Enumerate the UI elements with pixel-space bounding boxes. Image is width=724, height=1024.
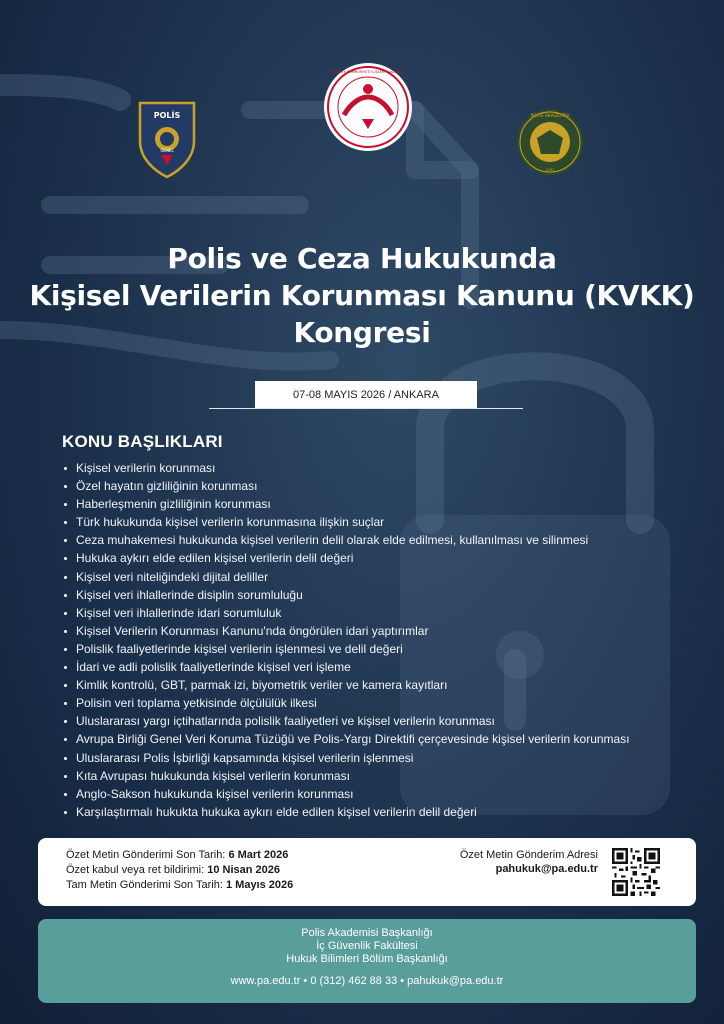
list-item: Kişisel veri niteliğindeki dijital deliller (62, 568, 630, 586)
list-item: Kişisel veri ihlallerinde disiplin sorumluluğu (62, 586, 630, 604)
deadlines-panel (38, 838, 696, 906)
list-item: Polisin veri toplama yetkisinde ölçülülük ilkesi (62, 694, 630, 712)
topics-heading: KONU BAŞLIKLARI (62, 432, 223, 451)
fulltext-deadline-label: Tam Metin Gönderimi Son Tarih: (66, 879, 223, 891)
list-item: Karşılaştırmalı hukukta hukuka aykırı elde edilen kişisel verilerin delil değeri (62, 803, 630, 821)
abstract-deadline-date: 6 Mart 2026 (228, 849, 289, 861)
list-item: Uluslararası yargı içtihatlarında polislik faaliyetleri ve kişisel verilerin korunması (62, 712, 630, 730)
topics-list (62, 459, 630, 821)
police-academy-logo (513, 108, 587, 176)
list-item: Avrupa Birliği Genel Veri Koruma Tüzüğü ve Polis-Yargı Direktifi çerçevesinde kişisel verilerin korunması (62, 730, 630, 748)
notification-deadline-label: Özet kabul veya ret bildirimi: (66, 864, 205, 876)
organizer-line-2: İç Güvenlik Fakültesi (316, 940, 418, 952)
date-location-badge: 07-08 MAYIS 2026 / ANKARA (255, 381, 477, 409)
list-item: Hukuka aykırı elde edilen kişisel verilerin delil değeri (62, 549, 630, 567)
list-item: Kişisel Verilerin Korunması Kanunu'nda öngörülen idari yaptırımlar (62, 622, 630, 640)
qr-code[interactable] (612, 848, 660, 896)
title-line-1: Polis ve Ceza Hukukunda (167, 242, 557, 275)
contact-info[interactable]: www.pa.edu.tr • 0 (312) 462 88 33 • pahukuk@pa.edu.tr (230, 975, 504, 987)
list-item: Polislik faaliyetlerinde kişisel verilerin işlenmesi ve delil değeri (62, 640, 630, 658)
congress-title (0, 240, 724, 351)
title-line-2: Kişisel Verilerin Korunması Kanunu (KVKK) (29, 279, 695, 312)
notification-deadline-date: 10 Nisan 2026 (207, 864, 281, 876)
list-item: Haberleşmenin gizliliğinin korunması (62, 495, 630, 513)
svg-text:GENEL: GENEL (160, 148, 174, 153)
submission-address-label: Özet Metin Gönderim Adresi (459, 849, 598, 861)
abstract-deadline (66, 849, 288, 861)
list-item: Uluslararası Polis İşbirliği kapsamında kişisel verilerin işlenmesi (62, 749, 630, 767)
svg-text:1937: 1937 (545, 168, 555, 172)
list-item: Kimlik kontrolü, GBT, parmak izi, biyometrik veriler ve kamera kayıtları (62, 676, 630, 694)
list-item: İdari ve adli polislik faaliyetlerinde kişisel veri işleme (62, 658, 630, 676)
organizer-footer (38, 919, 696, 1003)
police-badge-logo (134, 97, 200, 181)
title-line-3: Kongresi (293, 316, 431, 349)
list-item: Kıta Avrupası hukukunda kişisel verilerin korunması (62, 767, 630, 785)
fulltext-deadline-date: 1 Mayıs 2026 (225, 879, 294, 891)
date-underline (209, 408, 523, 409)
list-item: Ceza muhakemesi hukukunda kişisel verilerin delil olarak elde edilmesi, kullanılması ve silinmesi (62, 531, 630, 549)
interior-ministry-seal (322, 61, 414, 153)
list-item: Özel hayatın gizliliğinin korunması (62, 477, 630, 495)
list-item: Kişisel veri ihlallerinde idari sorumluluk (62, 604, 630, 622)
list-item: Kişisel verilerin korunması (62, 459, 630, 477)
notification-deadline (66, 864, 280, 876)
organizer-line-3: Hukuk Bilimleri Bölüm Başkanlığı (286, 953, 448, 965)
list-item: Anglo-Sakson hukukunda kişisel verilerin korunması (62, 785, 630, 803)
submission-email-link[interactable]: pahukuk@pa.edu.tr (495, 863, 598, 875)
svg-text:TÜRKİYE CUMHURİYETİ İÇİŞLERİ B: TÜRKİYE CUMHURİYETİ İÇİŞLERİ BAKANLIĞI (331, 70, 405, 74)
svg-text:POLİS: POLİS (153, 111, 181, 120)
fulltext-deadline (66, 879, 293, 891)
list-item: Türk hukukunda kişisel verilerin korunmasına ilişkin suçlar (62, 513, 630, 531)
organizer-line-1: Polis Akademisi Başkanlığı (301, 927, 433, 939)
svg-text:POLİS AKADEMİSİ: POLİS AKADEMİSİ (530, 114, 570, 119)
abstract-deadline-label: Özet Metin Gönderimi Son Tarih: (66, 849, 226, 861)
